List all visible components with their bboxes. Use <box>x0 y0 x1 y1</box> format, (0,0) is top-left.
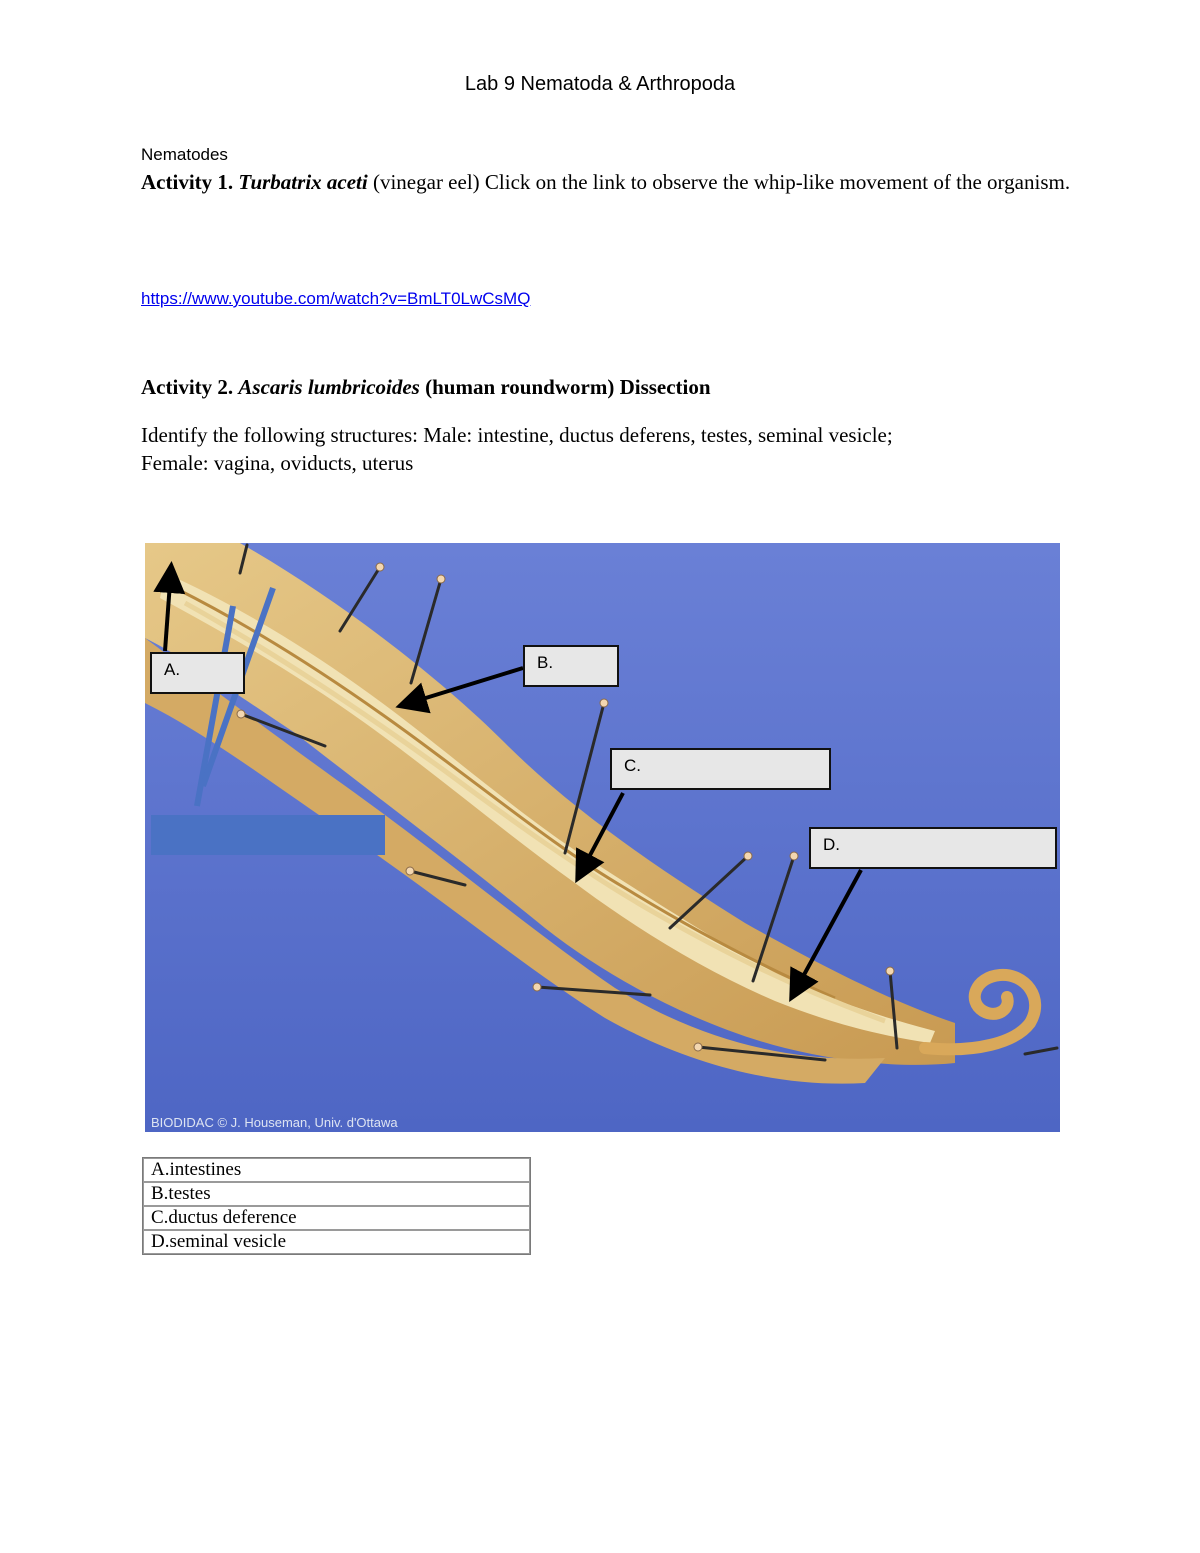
activity-2-species: Ascaris lumbricoides <box>238 375 420 399</box>
activity-1-paragraph <box>141 168 1071 197</box>
activity-2-label: Activity 2. <box>141 375 234 399</box>
table-row <box>143 1230 530 1254</box>
table-row <box>143 1182 530 1206</box>
activity-2-heading <box>141 375 711 400</box>
image-credit: BIODIDAC © J. Houseman, Univ. d'Ottawa <box>151 1115 398 1130</box>
answer-table <box>142 1157 531 1255</box>
table-row <box>143 1158 530 1182</box>
answer-b: B.testes <box>143 1182 530 1206</box>
activity-1-species: Turbatrix aceti <box>238 170 368 194</box>
answer-c: C.ductus deference <box>143 1206 530 1230</box>
section-heading: Nematodes <box>141 145 228 164</box>
document-title: Lab 9 Nematoda & Arthropoda <box>464 73 736 95</box>
activity-1-label: Activity 1. <box>141 170 234 194</box>
instructions-line-1: Identify the following structures: Male: intestine, ductus deferens, testes, seminal vesicle; <box>141 423 893 447</box>
label-box-c: C. <box>610 748 831 790</box>
instructions-line-2: Female: vagina, oviducts, uterus <box>141 451 414 475</box>
dissection-figure <box>145 543 1060 1132</box>
table-row <box>143 1206 530 1230</box>
video-link[interactable]: https://www.youtube.com/watch?v=BmLT0LwCsMQ <box>141 289 531 308</box>
answer-a: A.intestines <box>143 1158 530 1182</box>
activity-1-description: (vinegar eel) Click on the link to observe the whip-like movement of the organism. <box>372 170 1071 194</box>
answer-d: D.seminal vesicle <box>143 1230 530 1254</box>
label-box-a: A. <box>150 652 245 694</box>
blue-annotation-bar <box>151 815 385 855</box>
instructions-paragraph <box>141 421 1091 477</box>
activity-2-heading-rest: (human roundworm) Dissection <box>425 375 711 399</box>
label-box-d: D. <box>809 827 1057 869</box>
label-box-b: B. <box>523 645 619 687</box>
